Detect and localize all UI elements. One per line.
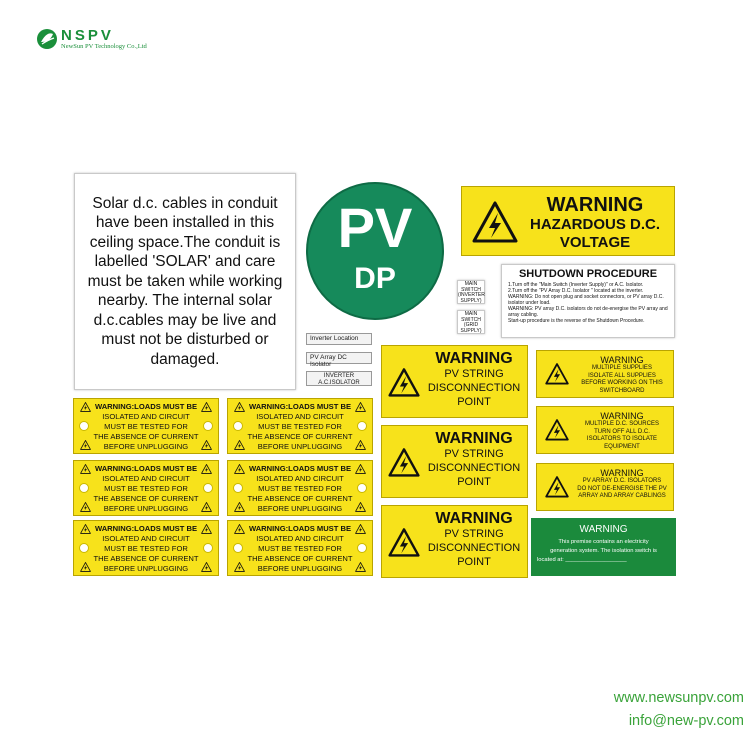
electric-hazard-icon xyxy=(388,368,420,397)
loads-line-1: WARNING:LOADS MUST BE xyxy=(94,402,198,411)
loads-line-4: THE ABSENCE OF CURRENT xyxy=(247,494,353,503)
brand-subtitle: NewSun PV Technology Co.,Ltd xyxy=(61,43,147,50)
shutdown-title: SHUTDOWN PROCEDURE xyxy=(518,268,658,280)
loads-line-4: THE ABSENCE OF CURRENT xyxy=(247,554,353,563)
electric-hazard-icon xyxy=(545,419,569,441)
loads-warning-label xyxy=(227,460,373,516)
right-warning-label xyxy=(536,350,674,398)
right-warning-labels xyxy=(536,350,674,512)
loads-line-1: WARNING:LOADS MUST BE xyxy=(248,402,352,411)
hazard-line2: HAZARDOUS D.C. xyxy=(530,216,660,233)
leaf-logo-icon xyxy=(36,28,58,50)
ceiling-conduit-text: Solar d.c. cables in conduit have been installed in this ceiling space.The conduit is labelled 'SOLAR' and care must be taken while working nearby. The internal solar d.c.cables may be live and must not be disturbed or damaged. xyxy=(87,194,283,368)
right-label-line: TURN OFF ALL D.C. xyxy=(594,428,650,435)
right-label-line: BEFORE WORKING ON THIS xyxy=(581,380,663,386)
loads-line-1: WARNING:LOADS MUST BE xyxy=(248,524,352,533)
loads-line-5: BEFORE UNPLUGGING xyxy=(257,442,343,451)
loads-line-4: THE ABSENCE OF CURRENT xyxy=(93,432,199,441)
loads-line-1: WARNING:LOADS MUST BE xyxy=(94,464,198,473)
right-label-line: DO NOT DE-ENERGISE THE PV xyxy=(577,485,667,492)
pv-string-disconnection-label xyxy=(381,505,528,578)
loads-line-3: MUST BE TESTED FOR xyxy=(104,422,188,431)
shutdown-line-1: 1.Turn off the "Main Switch (Inverter Supply)" or A.C. Isolator. xyxy=(508,282,644,288)
pv-string-l1: WARNING xyxy=(435,510,513,527)
loads-line-5: BEFORE UNPLUGGING xyxy=(257,564,343,573)
loads-line-3: MUST BE TESTED FOR xyxy=(104,544,188,553)
shutdown-line-3: WARNING: Do not open plug and socket connectors, or PV array D.C. isolator under load. xyxy=(508,294,664,306)
right-label-line: EQUIPMENT xyxy=(604,443,640,450)
shutdown-procedure-label xyxy=(501,264,675,338)
main-switch-inverter-label: MAIN SWITCH (INVERTER SUPPLY) xyxy=(458,281,485,304)
right-label-line: SWITCHBOARD xyxy=(599,387,645,394)
pv-dp-line1: PV xyxy=(337,196,413,259)
right-label-line: PV ARRAY D.C. ISOLATORS xyxy=(582,478,662,484)
loads-line-2: ISOLATED AND CIRCUIT xyxy=(102,474,190,483)
right-label-title: WARNING xyxy=(600,355,644,365)
inverter-location-label: Inverter Location xyxy=(306,333,372,345)
shutdown-line-4: WARNING: PV array D.C. isolators do not de-energise the PV array and array cabling. xyxy=(508,306,668,318)
loads-line-5: BEFORE UNPLUGGING xyxy=(257,504,343,513)
ceiling-conduit-label xyxy=(74,173,296,390)
electric-hazard-icon xyxy=(388,528,420,557)
loads-line-3: MUST BE TESTED FOR xyxy=(258,484,342,493)
loads-warning-label xyxy=(73,398,219,454)
shutdown-line-2: 2.Turn off the "PV Array D.C. Isolator " located at the inverter. xyxy=(508,288,644,294)
pv-string-l4: POINT xyxy=(457,476,491,488)
loads-labels-grid xyxy=(73,398,383,580)
green-title: WARNING xyxy=(579,524,628,535)
contact-website[interactable]: www.newsunpv.com xyxy=(613,690,744,706)
pv-string-labels xyxy=(381,345,528,578)
brand-logo xyxy=(36,26,176,54)
brand-name: NSPV xyxy=(61,27,114,44)
loads-line-1: WARNING:LOADS MUST BE xyxy=(94,524,198,533)
loads-line-4: THE ABSENCE OF CURRENT xyxy=(93,494,199,503)
right-label-line: MULTIPLE SUPPLIES xyxy=(592,365,652,371)
right-warning-label xyxy=(536,406,674,454)
pv-dp-disc xyxy=(306,182,444,320)
loads-line-5: BEFORE UNPLUGGING xyxy=(103,504,189,513)
contact-email[interactable]: info@new-pv.com xyxy=(628,713,744,729)
pv-dp-line2: DP xyxy=(354,262,396,295)
right-warning-label xyxy=(536,463,674,511)
pv-string-l4: POINT xyxy=(457,556,491,568)
inverter-ac-isolator-label: INVERTER A.C.ISOLATOR xyxy=(306,371,372,386)
loads-line-4: THE ABSENCE OF CURRENT xyxy=(247,432,353,441)
electric-hazard-icon xyxy=(472,201,518,243)
generation-system-label: WARNING This premise contains an electricity generation system. The isolation switch is located at: ___________________ xyxy=(531,518,676,576)
right-label-line: ISOLATE ALL SUPPLIES xyxy=(588,372,656,379)
loads-line-3: MUST BE TESTED FOR xyxy=(104,484,188,493)
right-label-title: WARNING xyxy=(600,468,644,478)
loads-line-2: ISOLATED AND CIRCUIT xyxy=(102,534,190,543)
loads-line-4: THE ABSENCE OF CURRENT xyxy=(93,554,199,563)
shutdown-line-5: Start-up procedure is the reverse of the Shutdown Procedure. xyxy=(508,318,645,324)
pv-string-l3: DISCONNECTION xyxy=(427,542,521,554)
pv-string-disconnection-label xyxy=(381,425,528,498)
main-switch-grid-label: MAIN SWITCH (GRID SUPPLY) xyxy=(457,310,485,334)
loads-warning-label xyxy=(73,460,219,516)
right-label-title: WARNING xyxy=(600,411,644,421)
loads-line-3: MUST BE TESTED FOR xyxy=(258,544,342,553)
loads-line-5: BEFORE UNPLUGGING xyxy=(103,564,189,573)
electric-hazard-icon xyxy=(545,363,569,385)
loads-line-3: MUST BE TESTED FOR xyxy=(258,422,342,431)
right-label-line: ISOLATORS TO ISOLATE xyxy=(586,436,658,442)
pv-string-l2: PV STRING xyxy=(444,368,504,380)
right-label-line: MULTIPLE D.C. SOURCES xyxy=(585,421,659,427)
pv-string-l3: DISCONNECTION xyxy=(427,382,521,394)
electric-hazard-icon xyxy=(545,476,569,498)
hazardous-dc-label xyxy=(461,186,675,256)
pv-string-l4: POINT xyxy=(457,396,491,408)
pv-string-l1: WARNING xyxy=(435,430,513,447)
loads-line-2: ISOLATED AND CIRCUIT xyxy=(256,412,344,421)
hazard-line3: VOLTAGE xyxy=(559,234,631,251)
loads-line-2: ISOLATED AND CIRCUIT xyxy=(256,534,344,543)
pv-string-l2: PV STRING xyxy=(444,528,504,540)
loads-warning-label xyxy=(73,520,219,576)
loads-warning-label xyxy=(227,520,373,576)
hazard-title: WARNING xyxy=(546,194,644,216)
pv-string-l2: PV STRING xyxy=(444,448,504,460)
electric-hazard-icon xyxy=(388,448,420,477)
pv-string-l3: DISCONNECTION xyxy=(427,462,521,474)
loads-warning-label xyxy=(227,398,373,454)
pv-string-l1: WARNING xyxy=(435,350,513,367)
loads-line-2: ISOLATED AND CIRCUIT xyxy=(102,412,190,421)
pv-array-dc-isolator-label: PV Array DC Isolator xyxy=(306,352,372,364)
loads-line-1: WARNING:LOADS MUST BE xyxy=(248,464,352,473)
loads-line-5: BEFORE UNPLUGGING xyxy=(103,442,189,451)
loads-line-2: ISOLATED AND CIRCUIT xyxy=(256,474,344,483)
pv-string-disconnection-label xyxy=(381,345,528,418)
right-label-line: ARRAY AND ARRAY CABLINGS xyxy=(578,493,666,499)
